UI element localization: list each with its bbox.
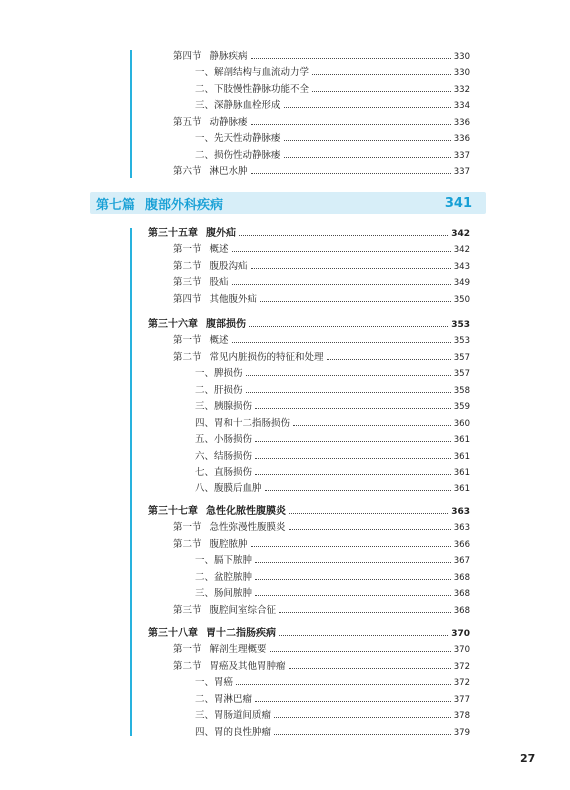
toc-entry-page: 363	[451, 507, 470, 517]
toc-item[interactable]	[195, 416, 470, 432]
toc-leader-dots	[289, 529, 451, 530]
toc-leader-dots	[279, 612, 451, 613]
toc-entry-title: 二、胃淋巴瘤	[195, 694, 253, 705]
toc-leader-dots	[255, 474, 451, 475]
toc-entry-title: 腹外疝	[206, 228, 236, 239]
toc-entry-title: 股疝	[209, 277, 229, 288]
toc-entry-page: 353	[451, 320, 470, 330]
toc-entry-title: 静脉疾病	[209, 51, 248, 62]
toc-entry-title: 一、胃癌	[195, 677, 234, 688]
toc-item[interactable]	[195, 725, 470, 741]
toc-leader-dots	[270, 651, 451, 652]
toc-item[interactable]	[195, 692, 470, 708]
toc-item[interactable]	[195, 148, 470, 164]
toc-entry-title: 腹腔间室综合征	[209, 605, 277, 616]
toc-leader-dots	[279, 635, 448, 636]
toc-section[interactable]	[173, 115, 470, 131]
toc-section[interactable]	[173, 292, 470, 308]
toc-entry-title: 七、直肠损伤	[195, 467, 253, 478]
toc-entry-title: 概述	[209, 335, 229, 346]
toc-entry-page: 336	[453, 134, 470, 144]
toc-item[interactable]	[195, 98, 470, 114]
toc-item[interactable]	[195, 465, 470, 481]
toc-leader-dots	[255, 579, 451, 580]
toc-entry-title: 概述	[209, 244, 229, 255]
toc-entry-title: 八、腹膜后血肿	[195, 483, 262, 494]
toc-leader-dots	[232, 342, 451, 343]
toc-entry-title: 淋巴水肿	[209, 166, 248, 177]
toc-entry-label: 第一节	[173, 644, 202, 655]
toc-leader-dots	[312, 91, 451, 92]
toc-entry-page: 343	[453, 262, 470, 272]
toc-entry-title: 胃癌及其他胃肿瘤	[209, 661, 286, 672]
toc-chapter[interactable]	[148, 626, 470, 642]
toc-entry-title: 二、损伤性动静脉瘘	[195, 150, 281, 161]
toc-leader-dots	[251, 268, 451, 269]
toc-entry-page: 332	[453, 85, 470, 95]
toc-section[interactable]	[173, 259, 470, 275]
toc-leader-dots	[255, 441, 451, 442]
toc-leader-dots	[284, 140, 451, 141]
toc-section[interactable]	[173, 333, 470, 349]
toc-leader-dots	[249, 326, 448, 327]
toc-entry-title: 三、胰腺损伤	[195, 401, 253, 412]
toc-leader-dots	[327, 359, 451, 360]
toc-entry-title: 一、解剖结构与血流动力学	[195, 67, 310, 78]
toc-item[interactable]	[195, 65, 470, 81]
toc-entry-title: 四、胃和十二指肠损伤	[195, 418, 291, 429]
toc-entry-page: 342	[453, 245, 470, 255]
part-page: 341	[444, 195, 472, 211]
part-label: 第七篇	[96, 197, 136, 213]
toc-entry-title: 二、下肢慢性静脉功能不全	[195, 84, 310, 95]
toc-entry-title: 常见内脏损伤的特征和处理	[209, 352, 324, 363]
toc-entry-title: 二、肝损伤	[195, 385, 243, 396]
toc-chapter[interactable]	[148, 317, 470, 333]
toc-entry-title: 急性化脓性腹膜炎	[206, 506, 286, 517]
toc-section[interactable]	[173, 537, 470, 553]
toc-entry-title: 四、胃的良性肿瘤	[195, 727, 272, 738]
toc-entry-page: 357	[453, 353, 470, 363]
toc-section[interactable]	[173, 275, 470, 291]
toc-entry-page: 368	[453, 606, 470, 616]
toc-entry-page: 368	[453, 589, 470, 599]
toc-section[interactable]	[173, 350, 470, 366]
toc-item[interactable]	[195, 82, 470, 98]
toc-rule-main	[130, 228, 132, 736]
toc-entry-page: 379	[453, 728, 470, 738]
toc-entry-label: 第一节	[173, 335, 202, 346]
toc-entry-label: 第四节	[173, 51, 202, 62]
toc-entry-label: 第五节	[173, 117, 202, 128]
toc-entry-page: 361	[453, 468, 470, 478]
toc-leader-dots	[246, 392, 451, 393]
toc-entry-title: 六、结肠损伤	[195, 451, 253, 462]
toc-chapter[interactable]	[148, 504, 470, 520]
toc-item[interactable]	[195, 675, 470, 691]
toc-item[interactable]	[195, 481, 470, 497]
toc-entry-label: 第六节	[173, 166, 202, 177]
toc-item[interactable]	[195, 432, 470, 448]
toc-entry-label: 第二节	[173, 661, 202, 672]
toc-leader-dots	[255, 458, 451, 459]
toc-entry-page: 350	[453, 295, 470, 305]
toc-entry-page: 370	[451, 629, 470, 639]
toc-entry-title: 二、盆腔脓肿	[195, 572, 253, 583]
toc-item[interactable]	[195, 449, 470, 465]
toc-entry-page: 330	[453, 52, 470, 62]
toc-entry-page: 337	[453, 151, 470, 161]
toc-entry-label: 第三十六章	[148, 319, 198, 330]
toc-entry-page: 342	[451, 229, 470, 239]
toc-leader-dots	[251, 124, 451, 125]
toc-leader-dots	[232, 284, 451, 285]
toc-entry-title: 一、脾损伤	[195, 368, 243, 379]
toc-item[interactable]	[195, 570, 470, 586]
toc-leader-dots	[284, 157, 451, 158]
toc-entry-title: 其他腹外疝	[209, 294, 258, 305]
toc-entry-page: 359	[453, 402, 470, 412]
toc-entry-page: 361	[453, 452, 470, 462]
toc-section[interactable]	[173, 242, 470, 258]
toc-rule-top	[130, 50, 132, 178]
part-banner[interactable]	[90, 192, 486, 214]
toc-leader-dots	[239, 235, 448, 236]
toc-item[interactable]	[195, 383, 470, 399]
toc-entry-page: 349	[453, 278, 470, 288]
toc-item[interactable]	[195, 586, 470, 602]
toc-entry-page: 334	[453, 101, 470, 111]
toc-leader-dots	[260, 301, 451, 302]
toc-section[interactable]	[173, 603, 470, 619]
toc-entry-page: 372	[453, 678, 470, 688]
toc-entry-title: 胃十二指肠疾病	[206, 628, 276, 639]
toc-leader-dots	[265, 490, 451, 491]
toc-entry-title: 三、深静脉血栓形成	[195, 100, 281, 111]
toc-leader-dots	[274, 717, 451, 718]
toc-section[interactable]	[173, 164, 470, 180]
toc-entry-title: 三、肠间脓肿	[195, 588, 253, 599]
toc-section[interactable]	[173, 642, 470, 658]
toc-leader-dots	[246, 375, 451, 376]
toc-entry-page: 366	[453, 540, 470, 550]
toc-entry-title: 五、小肠损伤	[195, 434, 253, 445]
toc-leader-dots	[255, 595, 451, 596]
toc-section[interactable]	[173, 49, 470, 65]
toc-leader-dots	[255, 408, 451, 409]
toc-entry-page: 330	[453, 68, 470, 78]
toc-entry-page: 358	[453, 386, 470, 396]
toc-entry-label: 第一节	[173, 244, 202, 255]
toc-entry-page: 336	[453, 118, 470, 128]
toc-item[interactable]	[195, 708, 470, 724]
toc-entry-page: 361	[453, 435, 470, 445]
toc-entry-page: 378	[453, 711, 470, 721]
toc-entry-page: 367	[453, 556, 470, 566]
toc-item[interactable]	[195, 131, 470, 147]
toc-leader-dots	[284, 107, 451, 108]
page-number: 27	[520, 752, 536, 765]
toc-entry-page: 368	[453, 573, 470, 583]
toc-entry-title: 急性弥漫性腹膜炎	[209, 522, 286, 533]
toc-entry-label: 第一节	[173, 522, 202, 533]
toc-entry-title: 解剖生理概要	[209, 644, 267, 655]
toc-entry-title: 腹股沟疝	[209, 261, 248, 272]
toc-item[interactable]	[195, 399, 470, 415]
toc-entry-title: 三、胃肠道间质瘤	[195, 710, 272, 721]
toc-leader-dots	[312, 74, 451, 75]
toc-entry-label: 第三十五章	[148, 228, 198, 239]
toc-section[interactable]	[173, 520, 470, 536]
toc-entry-page: 370	[453, 645, 470, 655]
toc-leader-dots	[251, 58, 451, 59]
toc-leader-dots	[251, 173, 451, 174]
toc-entry-label: 第二节	[173, 539, 202, 550]
toc-entry-page: 363	[453, 523, 470, 533]
toc-entry-label: 第二节	[173, 352, 202, 363]
toc-item[interactable]	[195, 366, 470, 382]
toc-entry-label: 第四节	[173, 294, 202, 305]
part-title: 腹部外科疾病	[145, 197, 224, 213]
toc-entry-label: 第三节	[173, 277, 202, 288]
toc-leader-dots	[289, 668, 451, 669]
toc-entry-title: 一、膈下脓肿	[195, 555, 253, 566]
toc-entry-label: 第三十七章	[148, 506, 198, 517]
toc-entry-label: 第三十八章	[148, 628, 198, 639]
toc-leader-dots	[251, 546, 451, 547]
toc-entry-page: 361	[453, 484, 470, 494]
toc-leader-dots	[274, 734, 451, 735]
toc-entry-title: 腹腔脓肿	[209, 539, 248, 550]
toc-entry-label: 第三节	[173, 605, 202, 616]
toc-leader-dots	[232, 251, 451, 252]
toc-chapter[interactable]	[148, 226, 470, 242]
toc-entry-page: 377	[453, 695, 470, 705]
toc-entry-title: 动静脉瘘	[209, 117, 248, 128]
toc-entry-page: 360	[453, 419, 470, 429]
toc-entry-title: 一、先天性动静脉瘘	[195, 133, 281, 144]
toc-leader-dots	[289, 513, 448, 514]
toc-section[interactable]	[173, 659, 470, 675]
toc-leader-dots	[236, 684, 451, 685]
toc-entry-page: 337	[453, 167, 470, 177]
toc-entry-page: 357	[453, 369, 470, 379]
toc-item[interactable]	[195, 553, 470, 569]
toc-entry-title: 腹部损伤	[206, 319, 246, 330]
toc-entry-page: 353	[453, 336, 470, 346]
toc-leader-dots	[255, 701, 451, 702]
toc-entry-page: 372	[453, 662, 470, 672]
toc-leader-dots	[255, 562, 451, 563]
toc-entry-label: 第二节	[173, 261, 202, 272]
toc-leader-dots	[293, 425, 451, 426]
